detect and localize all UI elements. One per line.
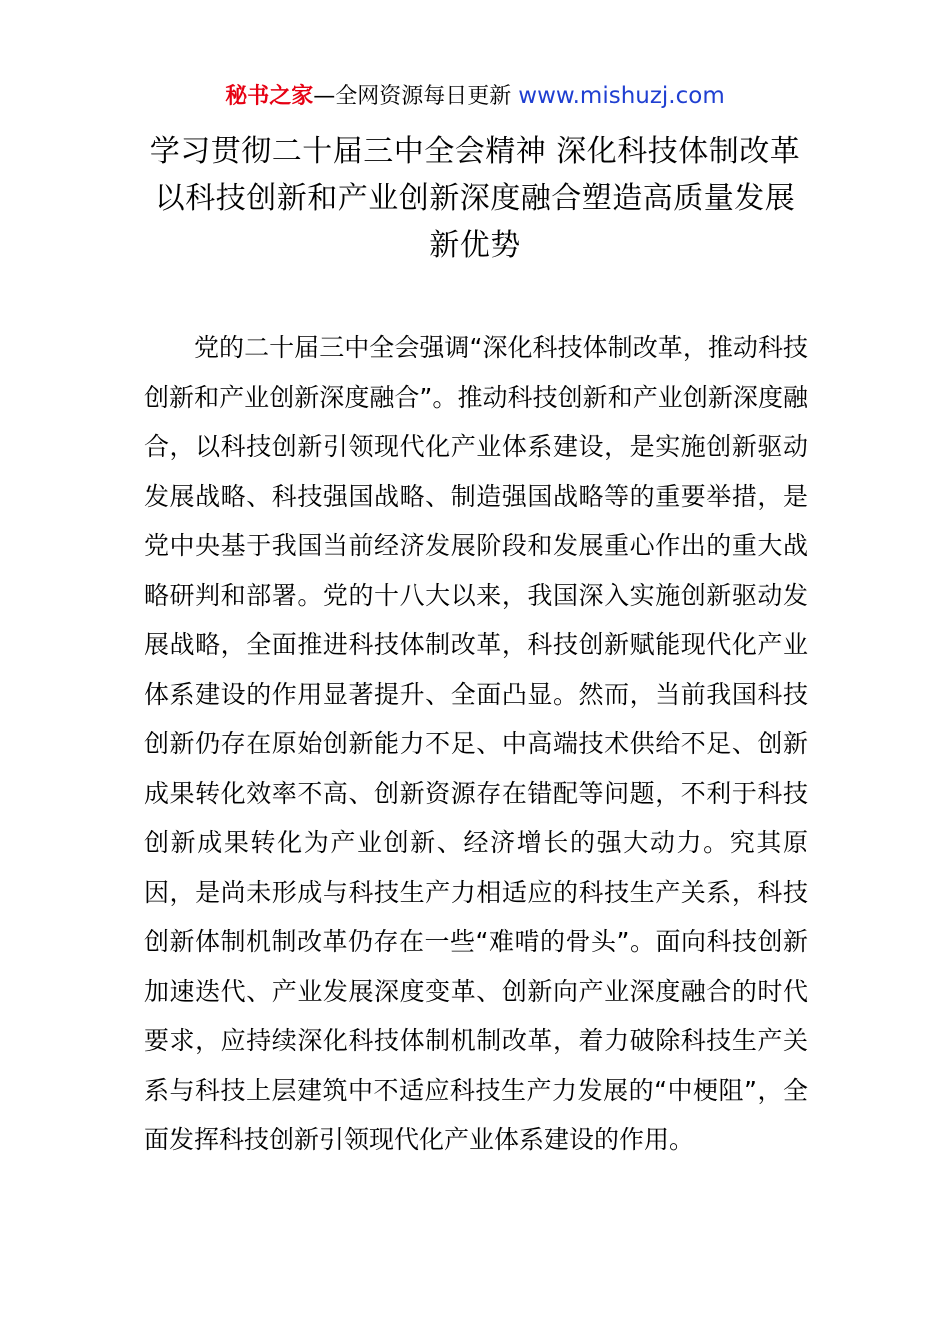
page-header [0, 80, 950, 113]
brand-name: 秘书之家 [225, 84, 314, 109]
header-tagline: —全网资源每日更新 [313, 84, 512, 109]
site-url[interactable]: www.mishuzj.com [518, 83, 725, 109]
body-paragraph: 党的二十届三中全会强调“深化科技体制改革，推动科技创新和产业创新深度融合”。推动科技创新和产业创新深度融合，以科技创新引领现代化产业体系建设，是实施创新驱动发展战略、科技强国战略、制造强国战略等的重要举措，是党中央基于我国当前经济发展阶段和发展重心作出的重大战略研判和部署。党的十八大以来，我国深入实施创新驱动发展战略，全面推进科技体制改革，科技创新赋能现代化产业体系建设的作用显著提升、全面凸显。然而，当前我国科技创新仍存在原始创新能力不足、中高端技术供给不足、创新成果转化效率不高、创新资源存在错配等问题，不利于科技创新成果转化为产业创新、经济增长的强大动力。究其原因，是尚未形成与科技生产力相适应的科技生产关系，科技创新体制机制改革仍存在一些“难啃的骨头”。面向科技创新加速迭代、产业发展深度变革、创新向产业深度融合的时代要求，应持续深化科技体制机制改革，着力破除科技生产关系与科技上层建筑中不适应科技生产力发展的“中梗阻”，全面发挥科技创新引领现代化产业体系建设的作用。 [144, 333, 808, 1154]
document-title: 学习贯彻二十届三中全会精神 深化科技体制改革 以科技创新和产业创新深度融合塑造高质量发展新优势 [149, 134, 801, 263]
